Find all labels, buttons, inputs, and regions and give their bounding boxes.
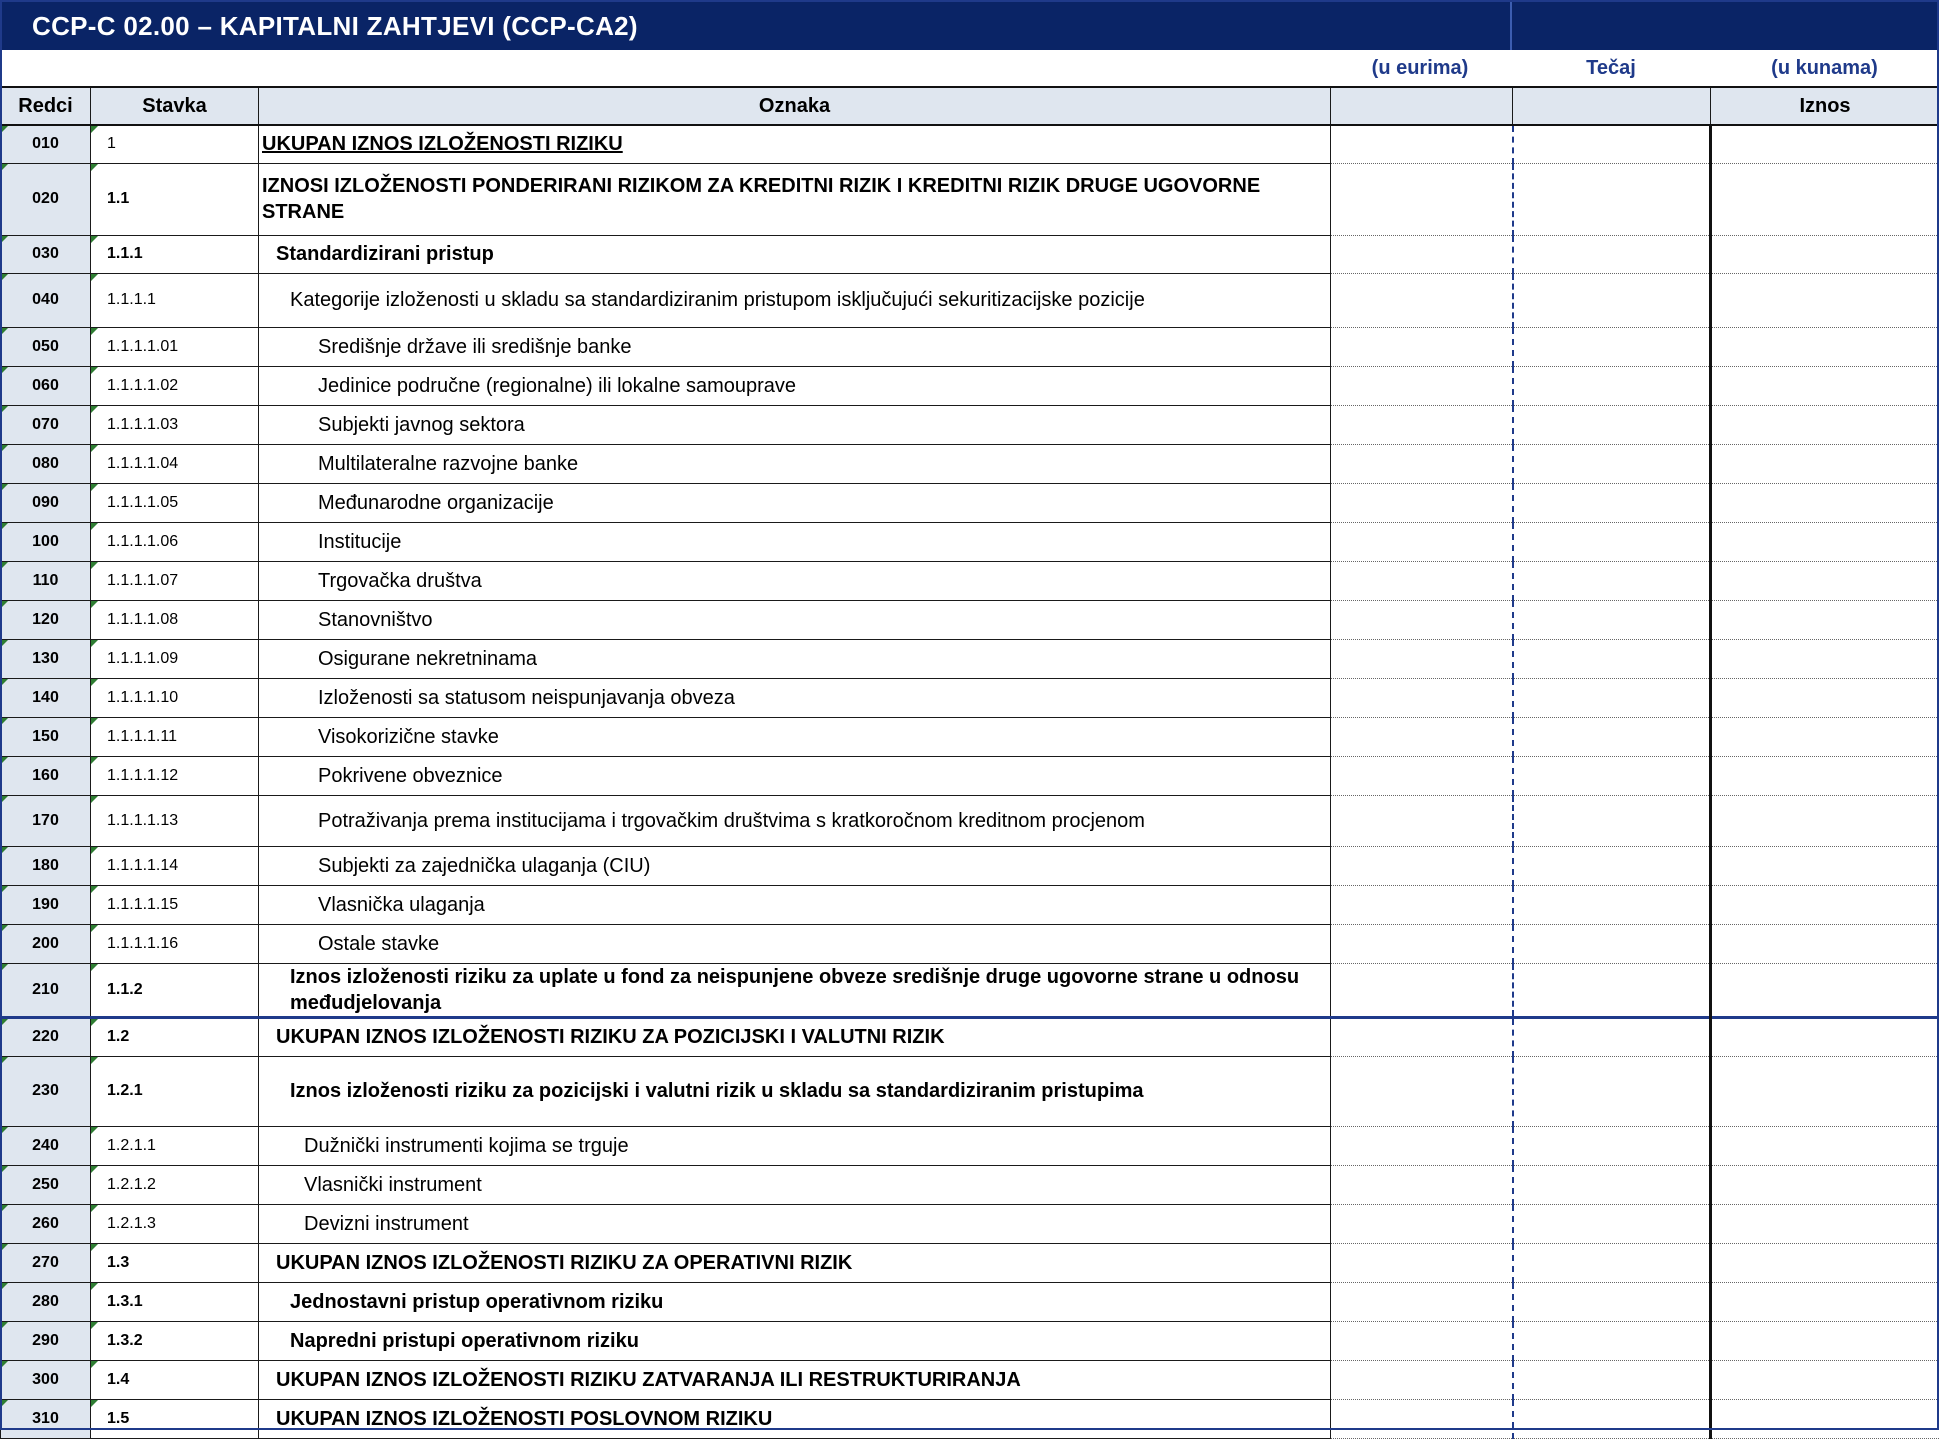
row-label [259, 163, 1331, 235]
value-cell-rate[interactable] [1513, 366, 1711, 405]
value-cell-iznos[interactable] [1711, 795, 1939, 846]
capital-requirements-table [0, 86, 1939, 1439]
row-item-number: 1.1.1.1.07 [91, 561, 259, 600]
value-cell-eur[interactable] [1331, 924, 1513, 963]
row-item-number: 1.5 [91, 1399, 259, 1438]
value-cell-rate[interactable] [1513, 717, 1711, 756]
value-cell-rate[interactable] [1513, 405, 1711, 444]
value-cell-eur[interactable] [1331, 678, 1513, 717]
row-label-text: Iznos izloženosti riziku za uplate u fond za neispunjene obveze središnje druge ugovorne strane u odnosu međudjelovanja [290, 966, 1299, 1014]
table-row [1, 756, 1939, 795]
row-item-number: 1.1.1.1.09 [91, 639, 259, 678]
row-code: 130 [1, 639, 91, 678]
col-header-oznaka: Oznaka [259, 87, 1331, 125]
value-cell-rate[interactable] [1513, 678, 1711, 717]
value-cell-eur[interactable] [1331, 1017, 1513, 1056]
row-label-text: Visokorizične stavke [318, 726, 499, 748]
row-label [259, 963, 1331, 1017]
table-row [1, 366, 1939, 405]
row-item-number: 1.3.2 [91, 1321, 259, 1360]
value-cell-eur[interactable] [1331, 1399, 1513, 1438]
value-cell-rate[interactable] [1513, 963, 1711, 1017]
row-label [259, 924, 1331, 963]
table-row [1, 1204, 1939, 1243]
row-code: 170 [1, 795, 91, 846]
table-row [1, 795, 1939, 846]
row-label-text: Vlasnički instrument [304, 1174, 482, 1196]
row-code: 210 [1, 963, 91, 1017]
row-label [259, 1204, 1331, 1243]
value-cell-iznos[interactable] [1711, 125, 1939, 163]
row-item-number: 1.1.1.1.11 [91, 717, 259, 756]
row-label [259, 885, 1331, 924]
value-cell-eur[interactable] [1331, 366, 1513, 405]
row-label [259, 405, 1331, 444]
row-code: 090 [1, 483, 91, 522]
row-label [259, 600, 1331, 639]
table-row [1, 405, 1939, 444]
row-item-number: 1.1.1.1.10 [91, 678, 259, 717]
row-label [259, 444, 1331, 483]
value-cell-iznos[interactable] [1711, 522, 1939, 561]
row-item-number: 1.4 [91, 1360, 259, 1399]
table-row [1, 1282, 1939, 1321]
table-row [1, 639, 1939, 678]
row-label [259, 846, 1331, 885]
table-row [1, 273, 1939, 327]
value-cell-eur[interactable] [1331, 1282, 1513, 1321]
value-cell-iznos[interactable] [1711, 600, 1939, 639]
row-item-number: 1.2.1 [91, 1056, 259, 1126]
row-label-text: Kategorije izloženosti u skladu sa standardiziranim pristupom isključujući sekuritizacijske pozicije [290, 289, 1145, 311]
row-item-number: 1.1.1.1.06 [91, 522, 259, 561]
value-cell-eur[interactable] [1331, 327, 1513, 366]
row-code: 240 [1, 1126, 91, 1165]
table-row [1, 963, 1939, 1017]
row-label-text: UKUPAN IZNOS IZLOŽENOSTI RIZIKU ZATVARANJA ILI RESTRUKTURIRANJA [276, 1369, 1021, 1391]
value-cell-iznos[interactable] [1711, 366, 1939, 405]
value-cell-rate[interactable] [1513, 1165, 1711, 1204]
table-row [1, 846, 1939, 885]
row-label [259, 795, 1331, 846]
title-divider [1510, 0, 1512, 50]
row-label [259, 1321, 1331, 1360]
col-header-iznos: Iznos [1711, 87, 1939, 125]
table-row [1, 717, 1939, 756]
value-cell-eur[interactable] [1331, 756, 1513, 795]
value-cell-eur[interactable] [1331, 795, 1513, 846]
table-header-row [1, 87, 1939, 125]
row-item-number: 1.2.1.2 [91, 1165, 259, 1204]
value-cell-eur[interactable] [1331, 600, 1513, 639]
row-code: 120 [1, 600, 91, 639]
row-code: 300 [1, 1360, 91, 1399]
row-label-text: Pokrivene obveznice [318, 765, 503, 787]
value-cell-iznos[interactable] [1711, 483, 1939, 522]
row-label [259, 1017, 1331, 1056]
value-cell-eur[interactable] [1331, 846, 1513, 885]
value-cell-iznos[interactable] [1711, 444, 1939, 483]
table-row [1, 1360, 1939, 1399]
value-cell-rate[interactable] [1513, 125, 1711, 163]
row-label [259, 1243, 1331, 1282]
row-item-number: 1.1.1.1 [91, 273, 259, 327]
table-row [1, 125, 1939, 163]
table-row [1, 163, 1939, 235]
row-label [259, 1126, 1331, 1165]
row-code: 270 [1, 1243, 91, 1282]
row-code: 200 [1, 924, 91, 963]
row-label [259, 1360, 1331, 1399]
row-code: 280 [1, 1282, 91, 1321]
row-label [259, 327, 1331, 366]
row-item-number: 1.1.1.1.04 [91, 444, 259, 483]
value-cell-eur[interactable] [1331, 885, 1513, 924]
row-label-text: Standardizirani pristup [276, 243, 494, 265]
value-cell-eur[interactable] [1331, 1243, 1513, 1282]
row-item-number: 1.1.1.1.15 [91, 885, 259, 924]
table-row [1, 924, 1939, 963]
row-item-number: 1.1.1.1.05 [91, 483, 259, 522]
value-cell-rate[interactable] [1513, 561, 1711, 600]
row-code: 020 [1, 163, 91, 235]
value-cell-rate[interactable] [1513, 1017, 1711, 1056]
row-label-text: Stanovništvo [318, 609, 433, 631]
row-label [259, 561, 1331, 600]
row-label [259, 639, 1331, 678]
row-label [259, 1056, 1331, 1126]
row-item-number: 1.1.1.1.01 [91, 327, 259, 366]
row-code: 220 [1, 1017, 91, 1056]
value-cell-iznos[interactable] [1711, 1399, 1939, 1438]
row-code: 230 [1, 1056, 91, 1126]
value-cell-eur[interactable] [1331, 273, 1513, 327]
row-label [259, 1282, 1331, 1321]
value-cell-iznos[interactable] [1711, 163, 1939, 235]
row-label-text: UKUPAN IZNOS IZLOŽENOSTI RIZIKU ZA POZICIJSKI I VALUTNI RIZIK [276, 1026, 945, 1048]
row-item-number: 1.2.1.3 [91, 1204, 259, 1243]
table-row [1, 885, 1939, 924]
value-cell-iznos[interactable] [1711, 717, 1939, 756]
row-item-number: 1.1.1.1.02 [91, 366, 259, 405]
row-label [259, 756, 1331, 795]
row-label-text: Izloženosti sa statusom neispunjavanja obveza [318, 687, 735, 709]
value-cell-eur[interactable] [1331, 444, 1513, 483]
value-cell-eur[interactable] [1331, 561, 1513, 600]
row-item-number: 1.1.1.1.16 [91, 924, 259, 963]
col-header-stavka: Stavka [91, 87, 259, 125]
exchange-rate-header: Tečaj [1512, 50, 1710, 86]
currency-hrk-header: (u kunama) [1712, 50, 1937, 86]
row-label [259, 273, 1331, 327]
row-code: 250 [1, 1165, 91, 1204]
value-cell-rate[interactable] [1513, 1399, 1711, 1438]
row-code: 310 [1, 1399, 91, 1438]
value-cell-rate[interactable] [1513, 273, 1711, 327]
row-code: 030 [1, 235, 91, 273]
row-code: 290 [1, 1321, 91, 1360]
row-label [259, 483, 1331, 522]
value-cell-iznos[interactable] [1711, 1017, 1939, 1056]
row-label-text: Devizni instrument [304, 1213, 469, 1235]
col-header-redci: Redci [1, 87, 91, 125]
row-item-number: 1.1.1.1.08 [91, 600, 259, 639]
value-cell-iznos[interactable] [1711, 1282, 1939, 1321]
value-cell-iznos[interactable] [1711, 639, 1939, 678]
value-cell-eur[interactable] [1331, 1204, 1513, 1243]
value-cell-iznos[interactable] [1711, 963, 1939, 1017]
value-cell-eur[interactable] [1331, 1165, 1513, 1204]
table-row [1, 483, 1939, 522]
row-label [259, 235, 1331, 273]
row-code: 070 [1, 405, 91, 444]
row-label-text: Subjekti javnog sektora [318, 414, 525, 436]
row-label-text: UKUPAN IZNOS IZLOŽENOSTI RIZIKU [262, 133, 623, 155]
value-cell-iznos[interactable] [1711, 1126, 1939, 1165]
row-label-text: UKUPAN IZNOS IZLOŽENOSTI RIZIKU ZA OPERATIVNI RIZIK [276, 1252, 852, 1274]
value-cell-rate[interactable] [1513, 795, 1711, 846]
value-cell-iznos[interactable] [1711, 885, 1939, 924]
report-title: CCP-C 02.00 – KAPITALNI ZAHTJEVI (CCP-CA2) [32, 11, 638, 42]
value-cell-rate[interactable] [1513, 522, 1711, 561]
value-cell-rate[interactable] [1513, 885, 1711, 924]
row-code: 190 [1, 885, 91, 924]
value-cell-iznos[interactable] [1711, 756, 1939, 795]
value-cell-rate[interactable] [1513, 600, 1711, 639]
row-code: 110 [1, 561, 91, 600]
row-label-text: Subjekti za zajednička ulaganja (CIU) [318, 855, 650, 877]
value-cell-iznos[interactable] [1711, 561, 1939, 600]
row-item-number: 1.1.1 [91, 235, 259, 273]
value-cell-eur[interactable] [1331, 1321, 1513, 1360]
value-cell-rate[interactable] [1513, 1204, 1711, 1243]
row-label-text: Multilateralne razvojne banke [318, 453, 578, 475]
value-cell-eur[interactable] [1331, 522, 1513, 561]
row-label [259, 125, 1331, 163]
row-label-text: Jednostavni pristup operativnom riziku [290, 1291, 663, 1313]
table-row [1, 678, 1939, 717]
row-label [259, 678, 1331, 717]
row-code: 150 [1, 717, 91, 756]
table-row [1, 1165, 1939, 1204]
table-row [1, 1321, 1939, 1360]
value-cell-rate[interactable] [1513, 1056, 1711, 1126]
value-cell-eur[interactable] [1331, 1360, 1513, 1399]
row-label-text: Napredni pristupi operativnom riziku [290, 1330, 639, 1352]
value-cell-iznos[interactable] [1711, 846, 1939, 885]
row-code: 260 [1, 1204, 91, 1243]
row-code: 040 [1, 273, 91, 327]
value-cell-eur[interactable] [1331, 639, 1513, 678]
row-code: 050 [1, 327, 91, 366]
row-item-number: 1.1 [91, 163, 259, 235]
row-item-number: 1.3.1 [91, 1282, 259, 1321]
value-cell-iznos[interactable] [1711, 235, 1939, 273]
row-code: 060 [1, 366, 91, 405]
value-cell-rate[interactable] [1513, 483, 1711, 522]
row-label-text: Institucije [318, 531, 401, 553]
value-cell-rate[interactable] [1513, 639, 1711, 678]
value-cell-rate[interactable] [1513, 924, 1711, 963]
value-cell-rate[interactable] [1513, 163, 1711, 235]
row-label-text: Jedinice područne (regionalne) ili lokalne samouprave [318, 375, 796, 397]
value-cell-rate[interactable] [1513, 327, 1711, 366]
value-cell-eur[interactable] [1331, 1056, 1513, 1126]
row-item-number: 1.3 [91, 1243, 259, 1282]
value-cell-eur[interactable] [1331, 717, 1513, 756]
value-cell-rate[interactable] [1513, 444, 1711, 483]
table-row [1, 1399, 1939, 1438]
row-label-text: Dužnički instrumenti kojima se trguje [304, 1135, 629, 1157]
table-row [1, 1056, 1939, 1126]
value-cell-iznos[interactable] [1711, 1165, 1939, 1204]
value-cell-rate[interactable] [1513, 756, 1711, 795]
row-label [259, 522, 1331, 561]
col-header-eur [1331, 87, 1513, 125]
table-row [1, 327, 1939, 366]
value-cell-rate[interactable] [1513, 1282, 1711, 1321]
value-cell-eur[interactable] [1331, 163, 1513, 235]
value-cell-iznos[interactable] [1711, 1204, 1939, 1243]
value-cell-iznos[interactable] [1711, 924, 1939, 963]
row-item-number: 1 [91, 125, 259, 163]
report-title-bar [0, 0, 1939, 50]
row-label-text: Međunarodne organizacije [318, 492, 554, 514]
row-label-text: Vlasnička ulaganja [318, 894, 485, 916]
table-row [1, 235, 1939, 273]
row-code: 100 [1, 522, 91, 561]
value-cell-iznos[interactable] [1711, 1321, 1939, 1360]
value-cell-rate[interactable] [1513, 1243, 1711, 1282]
row-label [259, 717, 1331, 756]
row-label [259, 1165, 1331, 1204]
row-code: 160 [1, 756, 91, 795]
value-cell-eur[interactable] [1331, 405, 1513, 444]
table-row [1, 1126, 1939, 1165]
row-label-text: UKUPAN IZNOS IZLOŽENOSTI POSLOVNOM RIZIKU [276, 1408, 772, 1430]
row-code: 080 [1, 444, 91, 483]
value-cell-eur[interactable] [1331, 483, 1513, 522]
row-item-number: 1.1.1.1.12 [91, 756, 259, 795]
row-item-number: 1.1.1.1.03 [91, 405, 259, 444]
row-code: 180 [1, 846, 91, 885]
value-cell-iznos[interactable] [1711, 273, 1939, 327]
value-cell-iznos[interactable] [1711, 1056, 1939, 1126]
row-label-text: Trgovačka društva [318, 570, 482, 592]
value-cell-iznos[interactable] [1711, 1360, 1939, 1399]
currency-eur-header: (u eurima) [1330, 50, 1510, 86]
row-label-text: Potraživanja prema institucijama i trgovačkim društvima s kratkoročnom kreditnom procjenom [318, 810, 1145, 832]
col-header-rate [1513, 87, 1711, 125]
table-row [1, 444, 1939, 483]
value-cell-iznos[interactable] [1711, 1243, 1939, 1282]
row-code: 010 [1, 125, 91, 163]
row-label-text: Iznos izloženosti riziku za pozicijski i valutni rizik u skladu sa standardiziranim pristupima [290, 1080, 1144, 1102]
row-item-number: 1.1.1.1.13 [91, 795, 259, 846]
value-cell-eur[interactable] [1331, 963, 1513, 1017]
row-item-number: 1.2.1.1 [91, 1126, 259, 1165]
value-cell-eur[interactable] [1331, 235, 1513, 273]
row-item-number: 1.2 [91, 1017, 259, 1056]
row-label-text: Osigurane nekretninama [318, 648, 537, 670]
row-label [259, 366, 1331, 405]
value-cell-rate[interactable] [1513, 1126, 1711, 1165]
row-code: 140 [1, 678, 91, 717]
table-row [1, 522, 1939, 561]
row-label [259, 1399, 1331, 1438]
row-label-text: IZNOSI IZLOŽENOSTI PONDERIRANI RIZIKOM ZA KREDITNI RIZIK I KREDITNI RIZIK DRUGE UGOVORNE STRANE [262, 175, 1260, 223]
row-item-number: 1.1.2 [91, 963, 259, 1017]
value-cell-iznos[interactable] [1711, 327, 1939, 366]
value-cell-rate[interactable] [1513, 846, 1711, 885]
table-row [1, 1017, 1939, 1056]
row-label-text: Središnje države ili središnje banke [318, 336, 632, 358]
value-cell-iznos[interactable] [1711, 405, 1939, 444]
row-item-number: 1.1.1.1.14 [91, 846, 259, 885]
value-cell-eur[interactable] [1331, 1126, 1513, 1165]
table-row [1, 600, 1939, 639]
value-cell-iznos[interactable] [1711, 678, 1939, 717]
value-cell-eur[interactable] [1331, 125, 1513, 163]
value-cell-rate[interactable] [1513, 235, 1711, 273]
table-row [1, 1243, 1939, 1282]
row-label-text: Ostale stavke [318, 933, 439, 955]
table-row [1, 561, 1939, 600]
value-cell-rate[interactable] [1513, 1321, 1711, 1360]
value-cell-rate[interactable] [1513, 1360, 1711, 1399]
